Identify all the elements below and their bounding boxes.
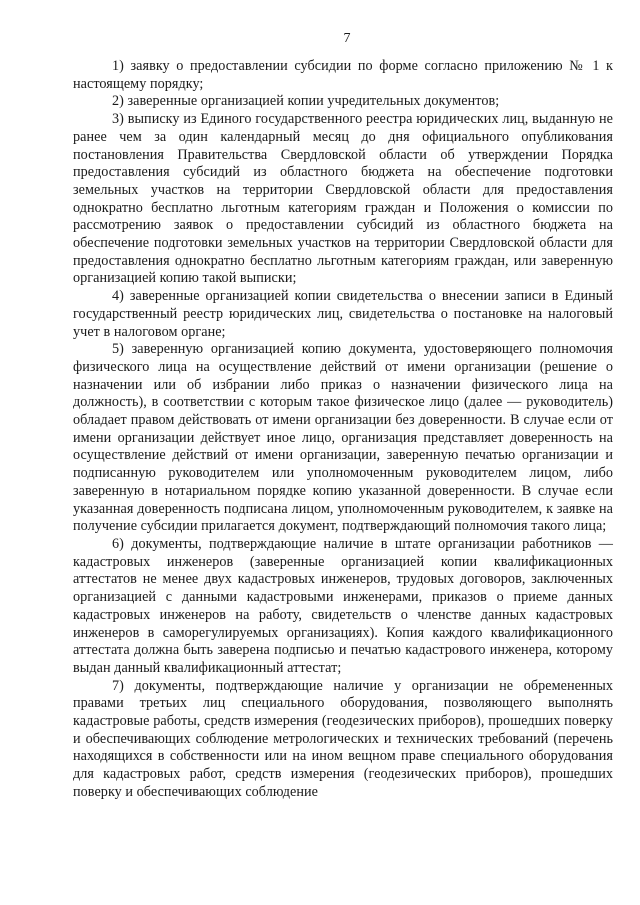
paragraph-item-7: 7) документы, подтверждающие наличие у организации не обремененных правами третьих лиц специального оборудования, позволяющего выполнять кадастровые работы, средств измерения (геодезических приборов), прошедших поверку и обеспечивающих соблюдение метрологических и технических требований (перечень находящихся в собственности или на ином вещном праве специального оборудования для кадастровых работ, средств измерения (геодезических приборов), прошедших поверку и обеспечивающих соблюдение bbox=[73, 677, 613, 800]
document-page bbox=[73, 30, 613, 802]
paragraph-item-2: 2) заверенные организацией копии учредительных документов; bbox=[112, 93, 500, 110]
paragraph-item-1: 1) заявку о предоставлении субсидии по форме согласно приложению № 1 к настоящему порядку; bbox=[73, 58, 613, 92]
page-number: 7 bbox=[343, 31, 351, 46]
paragraph-item-3: 3) выписку из Единого государственного реестра юридических лиц, выданную не ранее чем за один календарный месяц до дня официального опубликования постановления Правительства Свердловской области об утверждении Порядка предоставления субсидий из областного бюджета на обеспечение подготовки земельных участков на территории Свердловской области для предоставления однократно бесплатно льготным категориям граждан и Положения о комиссии по рассмотрению заявок о предоставлении субсидий из областного бюджета на обеспечение подготовки земельных участков на территории Свердловской области для предоставления однократно бесплатно льготным категориям граждан, или заверенную организацией копию такой выписки; bbox=[73, 111, 613, 287]
paragraph-item-6: 6) документы, подтверждающие наличие в штате организации работников — кадастровых инженеров (заверенные организацией копии квалификационных аттестатов не менее двух кадастровых инженеров, трудовых договоров, заключенных организацией с данными кадастровыми инженерами, приказов о приеме данных кадастровых инженеров на работу, свидетельств о членстве данных кадастровых инженеров в саморегулируемых организациях). Копия каждого квалификационного аттестата должна быть заверена подписью и печатью кадастрового инженера, которому выдан данный квалификационный аттестат; bbox=[73, 535, 613, 676]
paragraph-item-4: 4) заверенные организацией копии свидетельства о внесении записи в Единый государственный реестр юридических лиц, свидетельства о постановке на налоговый учет в налоговом органе; bbox=[73, 288, 613, 340]
paragraph-item-5: 5) заверенную организацией копию документа, удостоверяющего полномочия физического лица на осуществление действий от имени организации (решение о назначении или об избрании либо приказ о назначении физического лица на должность), в соответствии с которым такое физическое лицо (далее — руководитель) обладает правом действовать от имени организации без доверенности. В случае если от имени организации действует иное лицо, организация представляет доверенность на осуществление действий от имени организации, заверенную печатью организации и подписанную руководителем или уполномоченным руководителем лицом, либо заверенную в нотариальном порядке копию указанной доверенности. В случае если указанная доверенность подписана лицом, уполномоченным руководителем, к заявке на получение субсидии прилагается документ, подтверждающий полномочия такого лица; bbox=[73, 341, 613, 535]
